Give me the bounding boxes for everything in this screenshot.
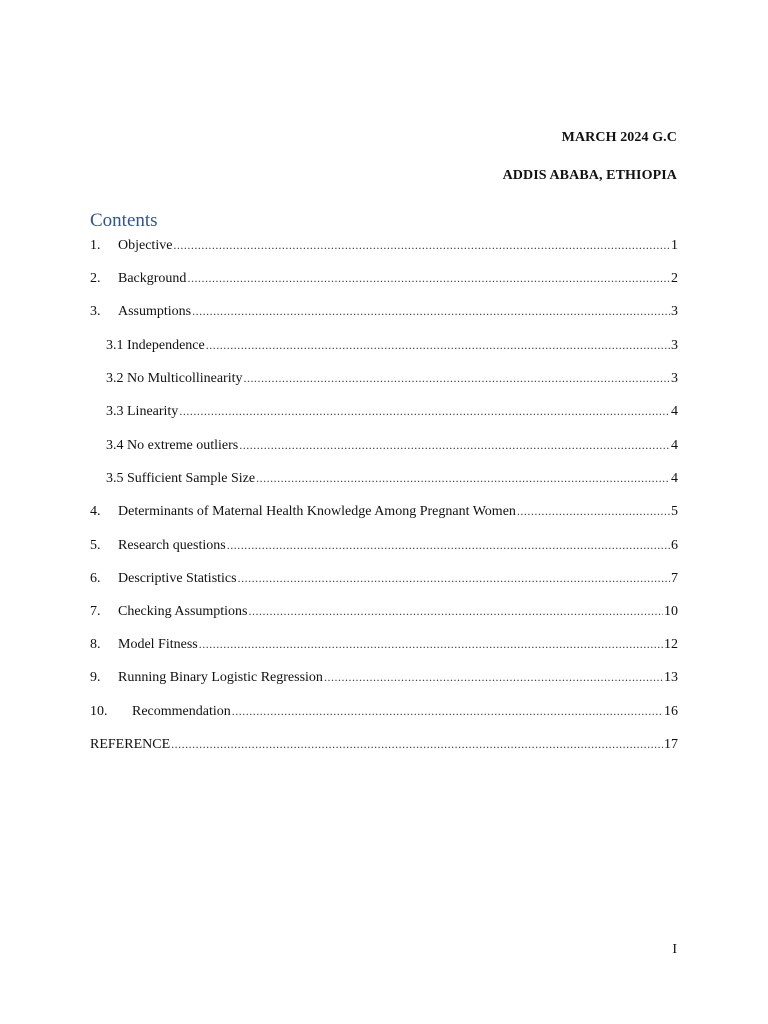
toc-entry-title: Assumptions: [118, 304, 192, 319]
toc-entry-no-multicollinearity[interactable]: [90, 368, 678, 388]
dot-leader: [249, 601, 663, 621]
dot-leader: [192, 301, 670, 321]
toc-entry-checking-assumptions[interactable]: [90, 601, 678, 621]
toc-entry-linearity[interactable]: [90, 401, 678, 421]
toc-entry-page: 16: [664, 704, 678, 719]
toc-entry-number: 2.: [90, 271, 101, 286]
dot-leader: [517, 501, 670, 521]
toc-entry-page: 6: [671, 538, 678, 553]
dot-leader: [187, 268, 670, 288]
page-number: I: [672, 942, 677, 957]
toc-entry-page: 17: [664, 737, 678, 752]
toc-entry-title: Running Binary Logistic Regression: [118, 670, 323, 685]
toc-entry-page: 5: [671, 504, 678, 519]
toc-entry-title: Objective: [118, 238, 173, 253]
toc-entry-title: Descriptive Statistics: [118, 571, 237, 586]
toc-entry-page: 2: [671, 271, 678, 286]
toc-entry-page: 3: [671, 304, 678, 319]
toc-entry-page: 3: [671, 338, 678, 353]
toc-entry-page: 7: [671, 571, 678, 586]
toc-entry-independence[interactable]: [90, 335, 678, 355]
toc-entry-number: 9.: [90, 670, 101, 685]
toc-entry-descriptive-statistics[interactable]: [90, 568, 678, 588]
toc-entry-title: 3.1 Independence: [106, 338, 205, 353]
toc-entry-number: 6.: [90, 571, 101, 586]
dot-leader: [171, 734, 663, 754]
toc-entry-title: Recommendation: [132, 704, 231, 719]
toc-entry-reference[interactable]: [90, 734, 678, 754]
dot-leader: [206, 335, 670, 355]
dot-leader: [256, 468, 670, 488]
dot-leader: [173, 235, 670, 255]
toc-entry-no-extreme-outliers[interactable]: [90, 435, 678, 455]
date-line: MARCH 2024 G.C: [561, 130, 677, 145]
toc-entry-background[interactable]: [90, 268, 678, 288]
toc-entry-title: 3.5 Sufficient Sample Size: [106, 471, 256, 486]
toc-entry-title: 3.4 No extreme outliers: [106, 438, 239, 453]
place-line: ADDIS ABABA, ETHIOPIA: [502, 168, 677, 183]
toc-entry-number: 10.: [90, 704, 108, 719]
toc-entry-number: 4.: [90, 504, 101, 519]
toc-entry-number: 8.: [90, 637, 101, 652]
toc-entry-page: 4: [671, 404, 678, 419]
contents-heading: Contents: [90, 210, 158, 231]
dot-leader: [324, 667, 663, 687]
dot-leader: [227, 535, 670, 555]
toc-entry-recommendation[interactable]: [90, 701, 678, 721]
toc-entry-title: Determinants of Maternal Health Knowledge Among Pregnant Women: [118, 504, 516, 519]
toc-entry-title: Background: [118, 271, 187, 286]
toc-entry-title: Research questions: [118, 538, 226, 553]
toc-entry-page: 3: [671, 371, 678, 386]
toc-entry-determinants[interactable]: [90, 501, 678, 521]
toc-entry-title: Checking Assumptions: [118, 604, 248, 619]
toc-entry-title: 3.3 Linearity: [106, 404, 179, 419]
toc-entry-sufficient-sample-size[interactable]: [90, 468, 678, 488]
toc-entry-number: 5.: [90, 538, 101, 553]
toc-entry-research-questions[interactable]: [90, 535, 678, 555]
toc-entry-running-binary-logistic-regression[interactable]: [90, 667, 678, 687]
toc-entry-page: 13: [664, 670, 678, 685]
toc-entry-objective[interactable]: [90, 235, 678, 255]
toc-entry-model-fitness[interactable]: [90, 634, 678, 654]
toc-entry-title: Model Fitness: [118, 637, 198, 652]
toc-entry-page: 4: [671, 471, 678, 486]
toc-entry-page: 1: [671, 238, 678, 253]
toc-entry-number: 1.: [90, 238, 101, 253]
dot-leader: [238, 568, 670, 588]
toc-entry-title: REFERENCE: [90, 737, 171, 752]
toc-entry-page: 4: [671, 438, 678, 453]
toc-entry-title: 3.2 No Multicollinearity: [106, 371, 243, 386]
dot-leader: [232, 701, 663, 721]
dot-leader: [179, 401, 670, 421]
dot-leader: [243, 368, 670, 388]
toc-entry-number: 3.: [90, 304, 101, 319]
dot-leader: [239, 435, 670, 455]
toc-entry-page: 10: [664, 604, 678, 619]
toc-entry-number: 7.: [90, 604, 101, 619]
dot-leader: [199, 634, 663, 654]
toc-entry-assumptions[interactable]: [90, 301, 678, 321]
toc-entry-page: 12: [664, 637, 678, 652]
